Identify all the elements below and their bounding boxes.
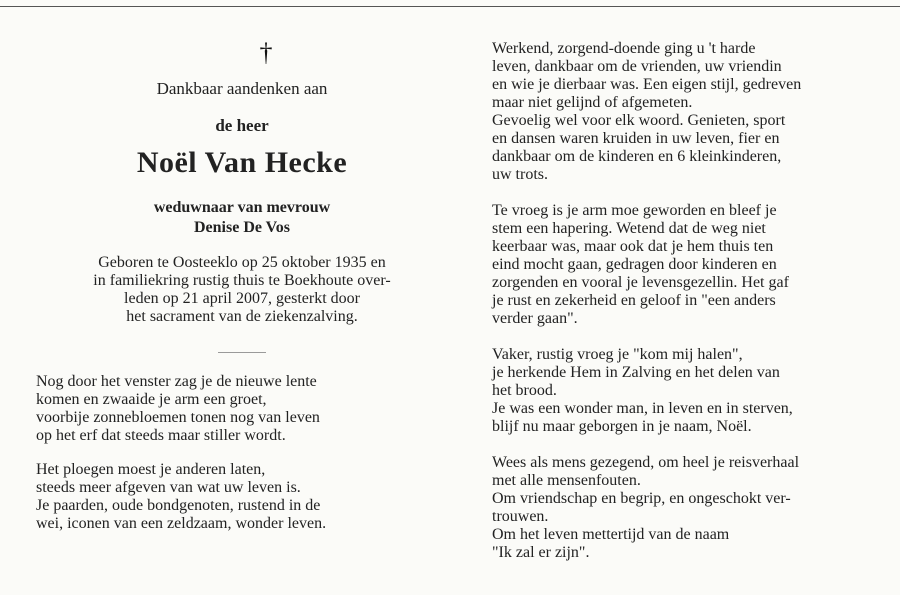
poem-line: stem een hapering. Wetend dat de weg niet (492, 220, 766, 237)
bio-line: leden op 21 april 2007, gesterkt door (124, 290, 360, 307)
poem-line: zorgenden en vooral je levensgezellin. Het gaf (492, 274, 789, 291)
announcement-block (48, 78, 436, 353)
poem-line: keerbaar was, maar ook dat je hem thuis ten (492, 238, 774, 255)
poem-line: het brood. (492, 382, 557, 399)
poem-stanza (492, 40, 872, 184)
poem-line: Om het leven mettertijd van de naam (492, 526, 730, 543)
poem-stanza (36, 461, 436, 533)
poem-stanza (492, 202, 872, 328)
right-poem (492, 40, 872, 580)
poem-line: Wees als mens gezegend, om heel je reisverhaal (492, 454, 800, 471)
poem-line: maar niet gelijnd of afgemeten. (492, 94, 693, 111)
poem-line: dankbaar om de kinderen en 6 kleinkinderen, (492, 148, 782, 165)
poem-line: voorbije zonnebloemen tonen nog van leven (36, 409, 320, 426)
poem-line: op het erf dat steeds maar stiller wordt. (36, 427, 286, 444)
biography (48, 254, 436, 326)
relation-block (48, 198, 436, 238)
poem-line: leven, dankbaar om de vrienden, uw vriendin (492, 58, 782, 75)
cross-icon: † (259, 38, 273, 67)
poem-line: en wie je dierbaar was. Een eigen stijl, gedreven (492, 76, 802, 93)
poem-line: Het ploegen moest je anderen laten, (36, 461, 266, 478)
relation-line: weduwnaar van mevrouw (153, 199, 331, 216)
poem-line: uw trots. (492, 166, 548, 183)
poem-line: Vaker, rustig vroeg je "kom mij halen", (492, 346, 743, 363)
poem-line: Je was een wonder man, in leven en in sterven, (492, 400, 793, 417)
poem-stanza (36, 373, 436, 445)
poem-line: Om vriendschap en begrip, en ongeschokt ver- (492, 490, 791, 507)
dedication-text: Dankbaar aandenken aan (156, 79, 328, 98)
poem-line: Nog door het venster zag je de nieuwe lente (36, 373, 317, 390)
honorific: de heer (215, 116, 269, 135)
poem-line: steeds meer afgeven van wat uw leven is. (36, 479, 301, 496)
bio-line: in familiekring rustig thuis te Boekhoute over- (93, 272, 391, 289)
poem-line: je herkende Hem in Zalving en het delen van (492, 364, 780, 381)
deceased-name: Noël Van Hecke (136, 146, 348, 179)
left-poem (36, 373, 436, 533)
left-panel (36, 40, 436, 533)
poem-line: verder gaan". (492, 310, 578, 327)
poem-line: komen en zwaaide je arm een groet, (36, 391, 267, 408)
poem-line: Gevoelig wel voor elk woord. Genieten, sport (492, 112, 786, 129)
poem-line: met alle mensenfouten. (492, 472, 641, 489)
poem-line: wei, iconen van een zeldzaam, wonder leven. (36, 515, 327, 532)
top-border-line (0, 6, 900, 7)
poem-line: "Ik zal er zijn". (492, 544, 590, 561)
bio-line: Geboren te Oosteeklo op 25 oktober 1935 en (98, 254, 386, 271)
poem-line: trouwen. (492, 508, 549, 525)
poem-line: Je paarden, oude bondgenoten, rustend in de (36, 497, 321, 514)
poem-line: en dansen waren kruiden in uw leven, fier en (492, 130, 780, 147)
divider (218, 352, 266, 353)
poem-stanza (492, 346, 872, 436)
poem-line: je rust en zekerheid en geloof in "een anders (492, 292, 776, 309)
poem-line: Werkend, zorgend-doende ging u 't harde (492, 40, 756, 57)
bio-line: het sacrament van de ziekenzalving. (126, 308, 358, 325)
poem-line: eind mocht gaan, gedragen door kinderen en (492, 256, 777, 273)
spouse-name: Denise De Vos (193, 219, 290, 236)
poem-stanza (492, 454, 872, 562)
poem-line: Te vroeg is je arm moe geworden en bleef je (492, 202, 777, 219)
poem-line: blijf nu maar geborgen in je naam, Noël. (492, 418, 752, 435)
